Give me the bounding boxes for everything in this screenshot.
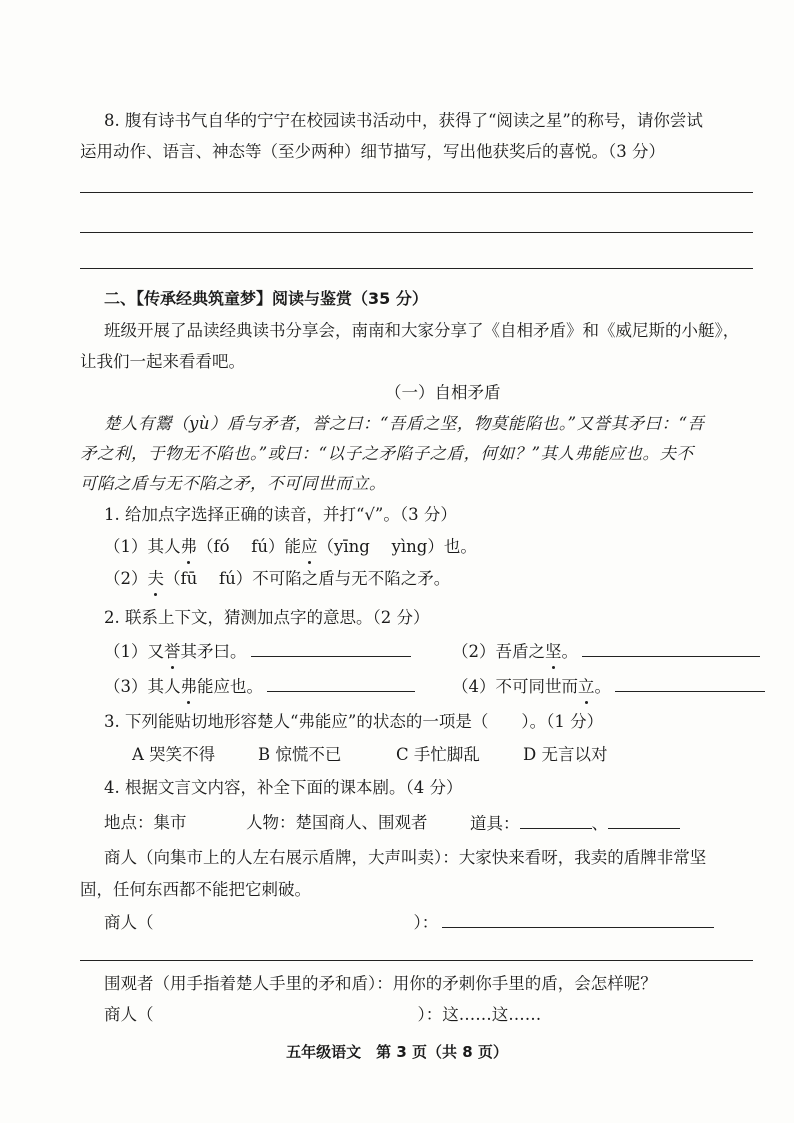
q4-props-sep: 、 [591,814,608,833]
q8-line2: 运用动作、语言、神态等（至少两种）细节描写，写出他获奖后的喜悦。（3 分） [80,142,665,161]
q3-option-b[interactable]: B 惊慌不已 [258,745,342,764]
answer-line[interactable] [80,192,753,193]
passage-line3: 可陷之盾与无不陷之矛，不可同世而立。 [80,474,386,493]
q2-c-text: （3）其人 [104,677,181,696]
q3-option-c[interactable]: C 手忙脚乱 [396,745,480,764]
answer-blank[interactable] [520,812,592,829]
q2-c-text-end: 能应也。 [197,677,263,696]
q2-item-b [452,640,760,663]
q4-onlooker: 围观者（用手指着楚人手里的矛和盾）：用你的矛刺你手里的盾，会怎样呢？ [104,974,657,993]
q3-stem: 3. 下列能贴切地形容楚人“弗能应”的状态的一项是（ ）。（1 分） [104,712,604,731]
section-heading: 二、【传承经典筑童梦】阅读与鉴赏（35 分） [104,289,428,308]
q3-option-d[interactable]: D 无言以对 [523,745,608,764]
q4-props [470,812,680,835]
answer-blank[interactable] [442,911,714,928]
answer-blank[interactable] [608,812,680,829]
answer-blank[interactable] [615,675,765,692]
section-intro-line2: 让我们一起来看看吧。 [80,352,245,371]
dotted-char: 誉 [164,642,181,661]
passage-title: （一）自相矛盾 [385,383,501,402]
passage-line2: 矛之利，于物无不陷也。”或曰：“以子之矛陷子之盾，何如？”其人弗能应也。夫不 [80,444,694,463]
q1-item1-lead: （1）其人 [104,537,181,556]
answer-blank[interactable] [267,675,415,692]
q4-merchant1-line2: 固，任何东西都不能把它刺破。 [80,880,311,899]
q4-place: 地点：集市 [104,813,187,832]
q4-merchant2-label: 商人（ [104,913,154,932]
dotted-char: 弗 [180,677,197,696]
q4-merchant2-close: ）： [413,913,439,932]
dotted-char: 弗 [180,537,197,556]
q1-item2-options[interactable]: （fū fú）不可陷之盾与无不陷之矛。 [164,569,451,588]
page-footer: 五年级语文 第 3 页（共 8 页） [286,1043,508,1061]
q2-item-a [104,640,411,663]
q1-item1-options[interactable]: （fó fú）能 [197,537,302,556]
q1-stem: 1. 给加点字选择正确的读音，并打“√”。（3 分） [104,505,457,524]
q4-merchant1-line1: 商人（向集市上的人左右展示盾牌，大声叫卖）：大家快来看呀，我卖的盾牌非常坚 [104,848,707,867]
q2-item-d [452,675,765,698]
q4-merchant3-label: 商人（ [104,1005,154,1024]
section-intro-line1: 班级开展了品读经典读书分享会，南南和大家分享了《自相矛盾》和《威尼斯的小艇》， [104,321,740,340]
passage-line1: 楚人有鬻（yù）盾与矛者，誉之曰：“吾盾之坚，物莫能陷也。”又誉其矛曰：“吾 [104,414,705,433]
q2-d-text: （4）不可同世而 [452,677,578,696]
dotted-char: 应 [301,537,318,556]
q4-merchant3-close: ）：这……这…… [417,1005,542,1024]
q1-item1-options2[interactable]: （yīng yìng）也。 [317,537,477,556]
dotted-char: 立 [578,677,595,696]
q4-merchant3 [104,1004,541,1026]
answer-blank[interactable] [582,640,760,657]
q2-a-text: （1）又 [104,642,164,661]
q2-stem: 2. 联系上下文，猜测加点字的意思。（2 分） [104,608,430,627]
q2-a-text-end: 其矛曰。 [180,642,247,661]
q4-stem: 4. 根据文言文内容，补全下面的课本剧。（4 分） [104,778,463,797]
q1-item2-lead: （2） [104,569,148,588]
q1-item2 [104,568,450,590]
q2-b-text-end: 。 [561,642,578,661]
dotted-char: 夫 [147,569,164,588]
q3-option-a[interactable]: A 哭笑不得 [132,745,216,764]
q8-line1: 8. 腹有诗书气自华的宁宁在校园读书活动中，获得了“阅读之星”的称号，请你尝试 [104,111,703,130]
answer-blank[interactable] [251,640,411,657]
answer-line[interactable] [80,268,753,269]
dotted-char: 坚 [545,642,562,661]
answer-line[interactable] [80,232,753,233]
q1-item1 [104,536,477,558]
q2-d-text-end: 。 [594,677,611,696]
q4-people: 人物：楚国商人、围观者 [246,813,428,832]
answer-line[interactable] [80,960,753,961]
q4-merchant2 [104,911,714,934]
q4-props-label: 道具： [470,814,520,833]
q2-b-text: （2）吾盾之 [452,642,545,661]
q2-item-c [104,675,415,698]
